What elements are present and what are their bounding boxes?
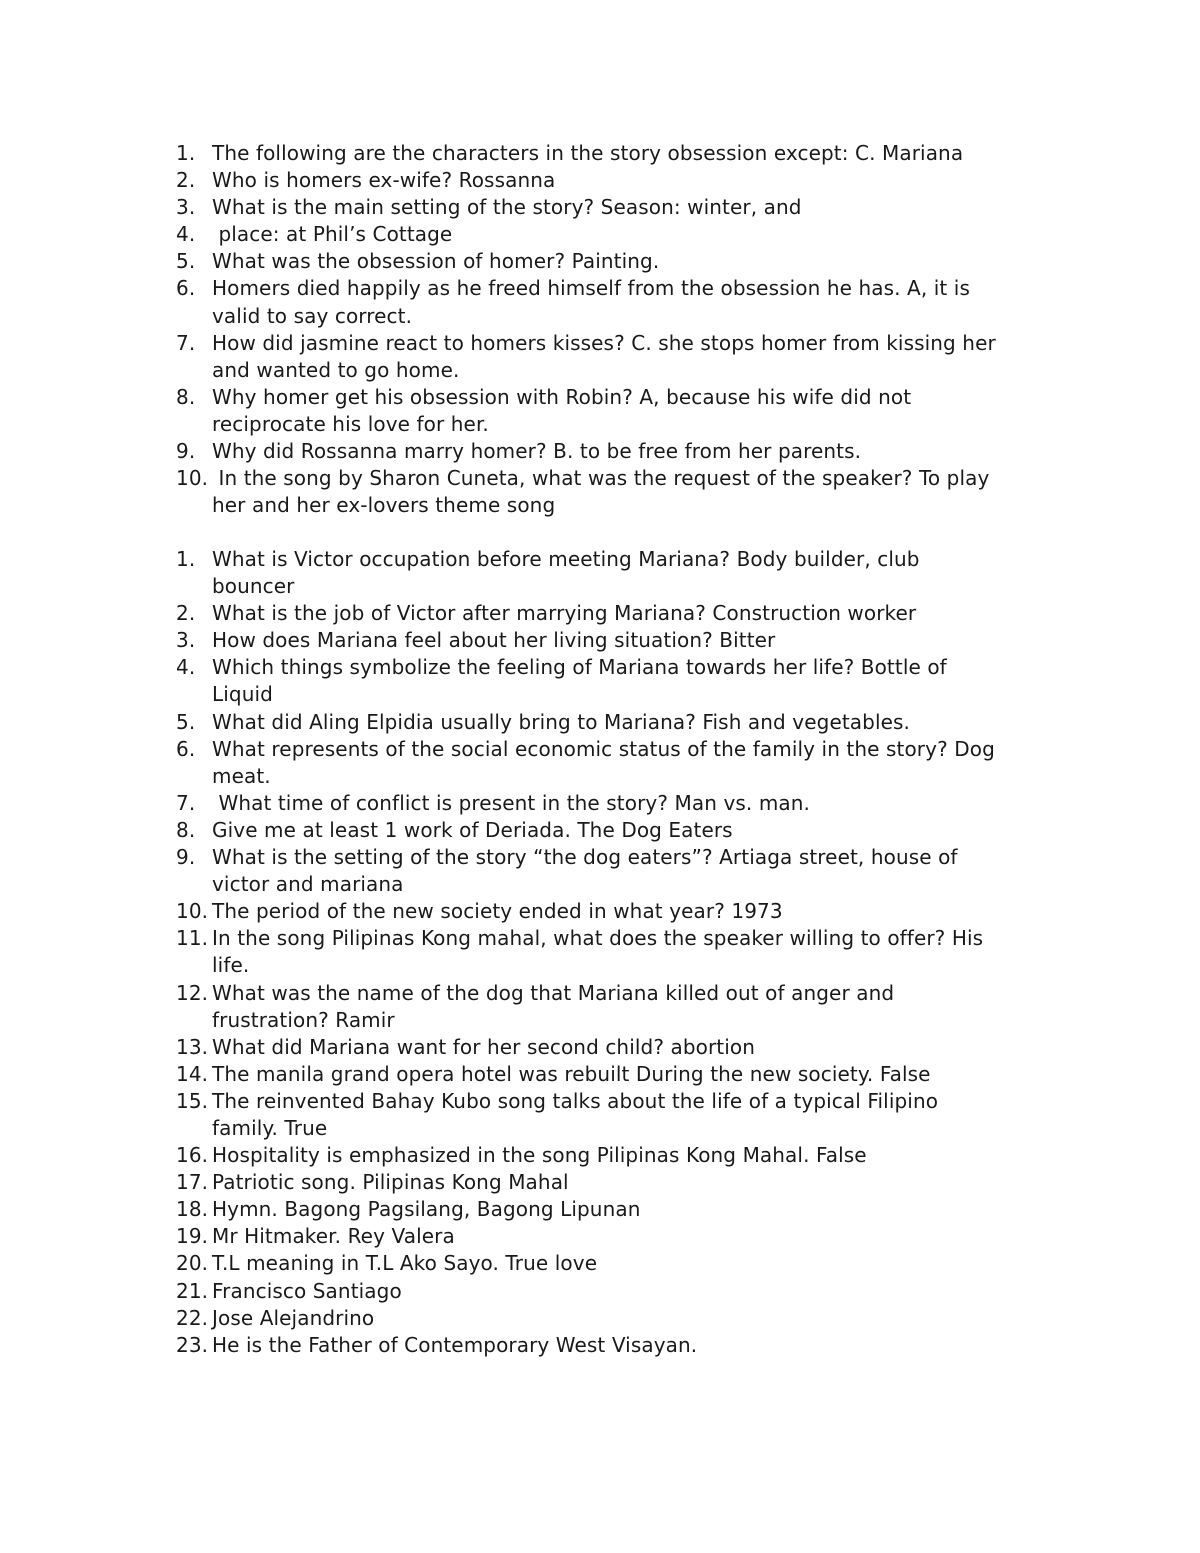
item-text-line: What was the obsession of homer? Painting.	[212, 249, 660, 274]
list-item	[0, 1142, 1200, 1169]
item-number: 21.	[176, 1278, 209, 1303]
item-text	[212, 1305, 1092, 1332]
list-item	[0, 844, 1200, 898]
item-text-line: What did Mariana want for her second child? abortion	[212, 1034, 756, 1059]
item-text-line: Patriotic song. Pilipinas Kong Mahal	[212, 1170, 569, 1195]
item-text-line: What was the name of the dog that Mariana killed out of anger and	[212, 980, 895, 1005]
item-text-line: The reinvented Bahay Kubo song talks about the life of a typical Filipino	[212, 1088, 939, 1113]
list-item	[0, 817, 1200, 844]
item-text	[212, 167, 1092, 194]
item-number: 4.	[176, 655, 196, 680]
item-number: 23.	[176, 1332, 209, 1357]
item-text-line: her and her ex-lovers theme song	[212, 493, 556, 518]
item-number: 20.	[176, 1251, 209, 1276]
item-text	[212, 736, 1092, 790]
item-text-line: T.L meaning in T.L Ako Sayo. True love	[212, 1251, 598, 1276]
list-item	[0, 1278, 1200, 1305]
list-item	[0, 980, 1200, 1034]
item-text-line: In the song Pilipinas Kong mahal, what does the speaker willing to offer? His	[212, 926, 984, 951]
item-text	[212, 790, 1092, 817]
item-number: 8.	[176, 384, 196, 409]
list-item	[0, 790, 1200, 817]
item-text	[212, 925, 1092, 979]
list-item	[0, 167, 1200, 194]
item-number: 10.	[176, 466, 209, 491]
item-number: 18.	[176, 1197, 209, 1222]
item-text	[212, 330, 1092, 384]
list-item	[0, 330, 1200, 384]
item-text	[212, 817, 1092, 844]
list-item	[0, 600, 1200, 627]
item-number: 2.	[176, 601, 196, 626]
list-item	[0, 1250, 1200, 1277]
item-text-line: Which things symbolize the feeling of Mariana towards her life? Bottle of	[212, 655, 947, 680]
list-item	[0, 736, 1200, 790]
list-item	[0, 194, 1200, 221]
item-number: 4.	[176, 222, 196, 247]
list-item	[0, 140, 1200, 167]
item-text-line: victor and mariana	[212, 872, 404, 897]
item-text	[212, 627, 1092, 654]
item-text-line: How does Mariana feel about her living situation? Bitter	[212, 628, 776, 653]
item-text	[212, 1250, 1092, 1277]
item-number: 22.	[176, 1305, 209, 1330]
item-text	[212, 898, 1092, 925]
item-text-line: frustration? Ramir	[212, 1007, 395, 1032]
item-number: 7.	[176, 330, 196, 355]
item-text-line: valid to say correct.	[212, 303, 413, 328]
item-text-line: Hymn. Bagong Pagsilang, Bagong Lipunan	[212, 1197, 641, 1222]
item-text-line: Mr Hitmaker. Rey Valera	[212, 1224, 455, 1249]
item-number: 6.	[176, 736, 196, 761]
item-text-line: What represents of the social economic status of the family in the story? Dog	[212, 736, 995, 761]
item-text-line: Why did Rossanna marry homer? B. to be free from her parents.	[212, 439, 862, 464]
item-text	[212, 1142, 1092, 1169]
item-text	[212, 194, 1092, 221]
item-text	[212, 546, 1092, 600]
item-number: 10.	[176, 899, 209, 924]
item-text	[212, 844, 1092, 898]
item-text	[212, 221, 1092, 248]
item-text	[212, 1061, 1092, 1088]
item-number: 9.	[176, 439, 196, 464]
item-text	[212, 980, 1092, 1034]
item-text-line: family. True	[212, 1115, 328, 1140]
list-item	[0, 709, 1200, 736]
item-text	[212, 275, 1092, 329]
item-text	[212, 465, 1092, 519]
quiz-list-obsession	[0, 140, 1200, 519]
list-item	[0, 1223, 1200, 1250]
item-text	[212, 1223, 1092, 1250]
item-text	[212, 1034, 1092, 1061]
item-text-line: The following are the characters in the story obsession except: C. Mariana	[212, 141, 964, 165]
item-number: 16.	[176, 1143, 209, 1168]
item-text-line: The period of the new society ended in what year? 1973	[212, 899, 783, 924]
item-text-line: meat.	[212, 763, 271, 788]
item-number: 12.	[176, 980, 209, 1005]
item-text	[212, 600, 1092, 627]
item-text-line: What is the setting of the story “the dog eaters”? Artiaga street, house of	[212, 845, 958, 870]
list-item	[0, 627, 1200, 654]
item-text	[212, 1169, 1092, 1196]
item-number: 19.	[176, 1224, 209, 1249]
list-item	[0, 898, 1200, 925]
item-number: 5.	[176, 709, 196, 734]
item-text-line: Who is homers ex-wife? Rossanna	[212, 168, 556, 193]
item-text	[212, 438, 1092, 465]
item-text-line: In the song by Sharon Cuneta, what was the request of the speaker? To play	[212, 466, 990, 491]
item-number: 3.	[176, 195, 196, 220]
list-item	[0, 654, 1200, 708]
item-text-line: Liquid	[212, 682, 273, 707]
list-item	[0, 384, 1200, 438]
item-text-line: life.	[212, 953, 250, 978]
item-text-line: What is the main setting of the story? Season: winter, and	[212, 195, 802, 220]
item-text-line: Give me at least 1 work of Deriada. The Dog Eaters	[212, 817, 733, 842]
list-item	[0, 546, 1200, 600]
item-number: 14.	[176, 1061, 209, 1086]
item-text-line: What is Victor occupation before meeting Mariana? Body builder, club	[212, 547, 920, 571]
list-item	[0, 1088, 1200, 1142]
item-text-line: The manila grand opera hotel was rebuilt During the new society. False	[212, 1061, 931, 1086]
list-item	[0, 438, 1200, 465]
item-text-line: Francisco Santiago	[212, 1278, 402, 1303]
list-item	[0, 1332, 1200, 1359]
list-item	[0, 275, 1200, 329]
item-text	[212, 654, 1092, 708]
item-number: 1.	[176, 547, 196, 571]
item-text-line: What time of conflict is present in the story? Man vs. man.	[212, 790, 811, 815]
item-number: 11.	[176, 926, 209, 951]
list-item	[0, 221, 1200, 248]
item-text	[212, 1278, 1092, 1305]
item-text-line: He is the Father of Contemporary West Visayan.	[212, 1332, 698, 1357]
list-item	[0, 1169, 1200, 1196]
item-text	[212, 1332, 1092, 1359]
item-number: 5.	[176, 249, 196, 274]
item-number: 6.	[176, 276, 196, 301]
item-text	[212, 1196, 1092, 1223]
item-text-line: bouncer	[212, 574, 295, 599]
item-text-line: Homers died happily as he freed himself from the obsession he has. A, it is	[212, 276, 970, 301]
list-item	[0, 1034, 1200, 1061]
list-item	[0, 465, 1200, 519]
item-number: 8.	[176, 817, 196, 842]
item-text-line: Jose Alejandrino	[212, 1305, 375, 1330]
item-number: 9.	[176, 845, 196, 870]
item-text-line: Hospitality is emphasized in the song Pilipinas Kong Mahal. False	[212, 1143, 867, 1168]
item-text-line: What is the job of Victor after marrying Mariana? Construction worker	[212, 601, 917, 626]
list-item	[0, 925, 1200, 979]
item-text-line: How did jasmine react to homers kisses? C. she stops homer from kissing her	[212, 330, 996, 355]
list-item	[0, 1196, 1200, 1223]
list-item	[0, 248, 1200, 275]
list-item	[0, 1061, 1200, 1088]
item-number: 3.	[176, 628, 196, 653]
item-text	[212, 1088, 1092, 1142]
item-number: 2.	[176, 168, 196, 193]
item-text-line: What did Aling Elpidia usually bring to Mariana? Fish and vegetables.	[212, 709, 910, 734]
item-number: 15.	[176, 1088, 209, 1113]
item-text	[212, 384, 1092, 438]
item-number: 17.	[176, 1170, 209, 1195]
item-text-line: reciprocate his love for her.	[212, 411, 489, 436]
quiz-list-dog-eaters	[0, 546, 1200, 1359]
item-number: 7.	[176, 790, 196, 815]
item-text-line: and wanted to go home.	[212, 357, 460, 382]
item-text-line: Why homer get his obsession with Robin? A, because his wife did not	[212, 384, 912, 409]
item-text	[212, 709, 1092, 736]
item-number: 13.	[176, 1034, 209, 1059]
item-number: 1.	[176, 141, 196, 165]
list-item	[0, 1305, 1200, 1332]
item-text-line: place: at Phil’s Cottage	[212, 222, 453, 247]
item-text	[212, 248, 1092, 275]
item-text	[212, 140, 1092, 167]
